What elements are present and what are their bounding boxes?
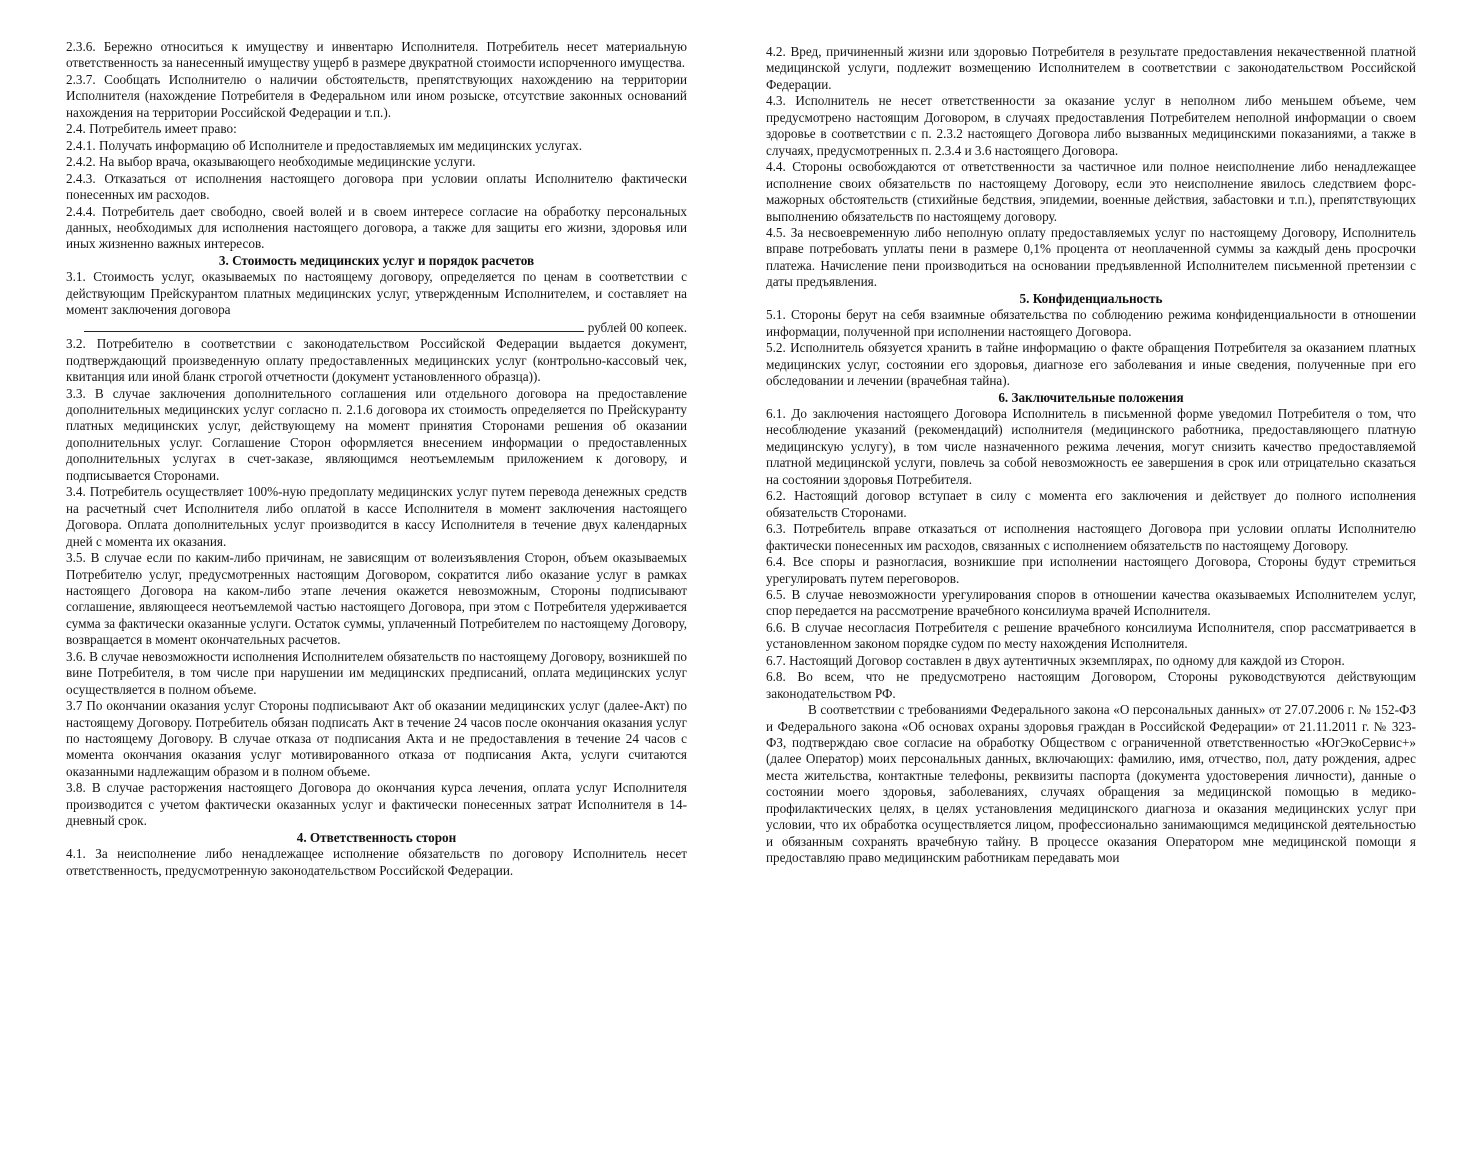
left-column xyxy=(66,39,687,879)
paragraph-6-2: 6.2. Настоящий договор вступает в силу с момента его заключения и действует до полного исполнения обязательств Сторонами. xyxy=(766,488,1416,520)
paragraph-4-4: 4.4. Стороны освобождаются от ответственности за частичное или полное неисполнение либо ненадлежащее исполнение своих обязательств по настоящему Договору, если это неисполнение явилось следствием форс-мажорных обстоятельств (стихийные бедствия, эпидемии, военные действия, забастовки и т.п.), препятствующих выполнению обязательств по настоящему договору. xyxy=(766,159,1416,224)
paragraph-2-3-7: 2.3.7. Сообщать Исполнителю о наличии обстоятельств, препятствующих нахождению на территории Исполнителя (нахождение Потребителя в Федеральном или ином розыске, отсутствие законных оснований нахождения на территории Российской Федерации и т.п.). xyxy=(66,71,687,120)
section-4-heading: 4. Ответственность сторон xyxy=(296,829,457,845)
section-5-heading: 5. Конфиденциальность xyxy=(1019,290,1163,306)
paragraph-4-3: 4.3. Исполнитель не несет ответственности за оказание услуг в неполном либо меньшем объеме, чем предусмотрено настоящим Договором, в случаях предоставления Потребителем неполной информации о своем здоровье в соответствии с п. 2.3.2 настоящего Договора либо вызванных медицинскими показаниями, а также в случаях, предусмотренных п. 2.3.4 и 3.6 настоящего Договора. xyxy=(766,93,1416,158)
paragraph-4-2: 4.2. Вред, причиненный жизни или здоровью Потребителя в результате предоставления некачественной платной медицинской услуги, подлежит возмещению Исполнителем в соответствии с законодательством Российской Федерации. xyxy=(766,44,1416,92)
price-blank xyxy=(84,319,584,332)
right-column xyxy=(766,44,1416,867)
paragraph-2-4-4: 2.4.4. Потребитель дает свободно, своей волей и в своем интересе согласие на обработку персональных данных, необходимых для исполнения настоящего договора, а также для защиты его жизни, здоровья или иных жизненно важных интересов. xyxy=(66,203,687,252)
paragraph-3-7: 3.7 По окончании оказания услуг Стороны подписывают Акт об оказании медицинских услуг (далее-Акт) по настоящему Договору. Потребитель обязан подписать Акт в течение 24 часов после окончания оказания услуг по настоящему Договору. В случае отказа от подписания Акта и не предоставления в течение 24 часов с момента окончания оказания услуг мотивированного отказа от подписания Акта, услуги считаются оказанными надлежащим образом и в полном объеме. xyxy=(66,698,687,779)
paragraph-4-5: 4.5. За несвоевременную либо неполную оплату предоставляемых услуг по настоящему Договору, Исполнитель вправе потребовать уплаты пени в размере 0,1% процента от неоплаченной суммы за каждый день просрочки платежа. Начисление пени производиться на основании предъявленной Исполнителем письменной претензии с даты предъявления. xyxy=(766,224,1416,290)
paragraph-2-4: 2.4. Потребитель имеет право: xyxy=(66,121,237,137)
paragraph-6-3: 6.3. Потребитель вправе отказаться от исполнения настоящего Договора при условии оплаты Исполнителю фактически понесенных им расходов, связанных с исполнением обязательств по настоящему Договору. xyxy=(766,521,1416,553)
paragraph-3-8: 3.8. В случае расторжения настоящего Договора до окончания курса лечения, оплата услуг Исполнителя производится с учетом фактически оказанных услуг и фактически понесенных затрат Исполнителя в 14-дневный срок. xyxy=(66,780,687,829)
paragraph-3-3: 3.3. В случае заключения дополнительного соглашения или отдельного договора на предоставление дополнительных медицинских услуг согласно п. 2.1.6 договора их стоимость определяется по Прейскуранту платных медицинских услуг, действующему на момент принятия Сторонами решения об оказании дополнительных услуг. Соглашение Сторон оформляется внесением информации о предоставленных дополнительных услугах в счет-заказе, являющимся неотъемлемым приложением к договору, и подписывается Сторонами. xyxy=(66,385,687,483)
paragraph-3-5: 3.5. В случае если по каким-либо причинам, не зависящим от волеизъявления Сторон, объем оказываемых Потребителю услуг, предусмотренных настоящим Договором, сократится либо оказание услуг в рамках настоящего Договора на каком-либо этапе лечения окажется невозможным, Стороны подписывают соглашение, являющееся неотъемлемой частью настоящего Договора, при этом с Потребителя удерживается сумма за фактически оказанные услуги. Остаток суммы, уплаченный Потребителем по настоящему Договору, возвращается в момент окончательных расчетов. xyxy=(66,550,687,648)
paragraph-2-4-1: 2.4.1. Получать информацию об Исполнителе и предоставляемых им медицинских услугах. xyxy=(66,137,583,153)
paragraph-6-1: 6.1. До заключения настоящего Договора Исполнитель в письменной форме уведомил Потребителя о том, что несоблюдение указаний (рекомендаций) исполнителя (медицинского работника, предоставляющего платную медицинскую услугу), в том числе назначенного режима лечения, могут снизить качество предоставляемой платной медицинской услуги, повлечь за собой невозможность ее завершения в срок или отрицательно сказаться на состоянии здоровья Потребителя. xyxy=(766,405,1416,487)
paragraph-6-7: 6.7. Настоящий Договор составлен в двух аутентичных экземплярах, по одному для каждой из Сторон. xyxy=(766,652,1345,668)
paragraph-5-1: 5.1. Стороны берут на себя взаимные обязательства по соблюдению режима конфиденциальности в отношении информации, полученной при исполнении настоящего Договора. xyxy=(766,307,1416,339)
paragraph-3-1: 3.1. Стоимость услуг, оказываемых по настоящему договору, определяется по ценам в соответствии с действующим Прейскурантом платных медицинских услуг, утвержденным Исполнителем, и составляет на момент заключения договора xyxy=(66,269,687,318)
paragraph-2-3-6: 2.3.6. Бережно относиться к имуществу и инвентарю Исполнителя. Потребитель несет материальную ответственность за нанесенный имуществу ущерб в размере двукратной стоимости испорченного имущества. xyxy=(66,39,687,71)
paragraph-4-1: 4.1. За неисполнение либо ненадлежащее исполнение обязательств по договору Исполнитель несет ответственность, предусмотренную законодательством Российской Федерации. xyxy=(66,846,687,878)
section-6-heading: 6. Заключительные положения xyxy=(998,389,1184,405)
consent-paragraph: В соответствии с требованиями Федерального закона «О персональных данных» от 27.07.2006 г. № 152-ФЗ и Федерального закона «Об основах охраны здоровья граждан в Российской Федерации» от 21.11.2011 г. № 323-ФЗ, подтверждаю свое согласие на обработку Обществом с ограниченной ответственностью «ЮгЭкоСервис+» (далее Оператор) моих персональных данных, включающих: фамилию, имя, отчество, пол, дату рождения, адрес места жительства, контактные телефоны, реквизиты паспорта (документа удостоверения личности), данные о состоянии моего здоровья, заболеваниях, случаях обращения за медицинской помощью в медико-профилактических целях, в целях установления медицинского диагноза и оказания медицинских услуг при условии, что их обработка осуществляется лицом, профессионально занимающимся медицинской деятельностью и обязанным сохранять врачебную тайну. В процессе оказания Оператором мне медицинской помощи я предоставляю право медицинским работникам передавать мои xyxy=(766,702,1416,866)
paragraph-6-5: 6.5. В случае невозможности урегулирования споров в отношении качества оказываемых Исполнителем услуг, спор передается на рассмотрение врачебного консилиума врачей Исполнителя. xyxy=(766,586,1416,619)
paragraph-6-4: 6.4. Все споры и разногласия, возникшие при исполнении настоящего Договора, Стороны будут стремиться урегулировать путем переговоров. xyxy=(766,554,1416,586)
paragraph-2-4-3: 2.4.3. Отказаться от исполнения настоящего договора при условии оплаты Исполнителю фактически понесенных им расходов. xyxy=(66,170,687,203)
right-page xyxy=(736,0,1472,1161)
price-suffix: рублей 00 копеек. xyxy=(587,319,687,335)
paragraph-6-8: 6.8. Во всем, что не предусмотрено настоящим Договором, Стороны руководствуются действующим законодательством РФ. xyxy=(766,669,1416,701)
paragraph-3-6: 3.6. В случае невозможности исполнения Исполнителем обязательств по настоящему Договору, возникшей по вине Потребителя, в том числе при нарушении им медицинских предписаний, оплата медицинских услуг осуществляется в полном объеме. xyxy=(66,648,687,697)
section-3-heading: 3. Стоимость медицинских услуг и порядок расчетов xyxy=(218,252,535,268)
paragraph-2-4-2: 2.4.2. На выбор врача, оказывающего необходимые медицинские услуги. xyxy=(66,154,476,170)
paragraph-3-4: 3.4. Потребитель осуществляет 100%-ную предоплату медицинских услуг путем перевода денежных средств на расчетный счет Исполнителя либо оплатой в кассе Исполнителя в момент заключения настоящего Договора. Оплата дополнительных услуг производится в кассу Исполнителя в течение двух календарных дней с момента их оказания. xyxy=(66,484,687,549)
paragraph-3-2: 3.2. Потребителю в соответствии с законодательством Российской Федерации выдается документ, подтверждающий произведенную оплату предоставленных медицинских услуг (контрольно-кассовый чек, квитанция или иной бланк строгой отчетности (документ установленного образца)). xyxy=(66,336,687,385)
paragraph-5-2: 5.2. Исполнитель обязуется хранить в тайне информацию о факте обращения Потребителя за оказанием платных медицинских услуг, состоянии его здоровья, диагнозе его заболевания и иные сведения, полученные при его обследовании и лечении (врачебная тайна). xyxy=(766,340,1416,389)
paragraph-6-6: 6.6. В случае несогласия Потребителя с решение врачебного консилиума Исполнителя, спор рассматривается в установленном законом порядке судом по месту нахождения Исполнителя. xyxy=(766,619,1416,652)
price-blank-line xyxy=(66,319,687,336)
